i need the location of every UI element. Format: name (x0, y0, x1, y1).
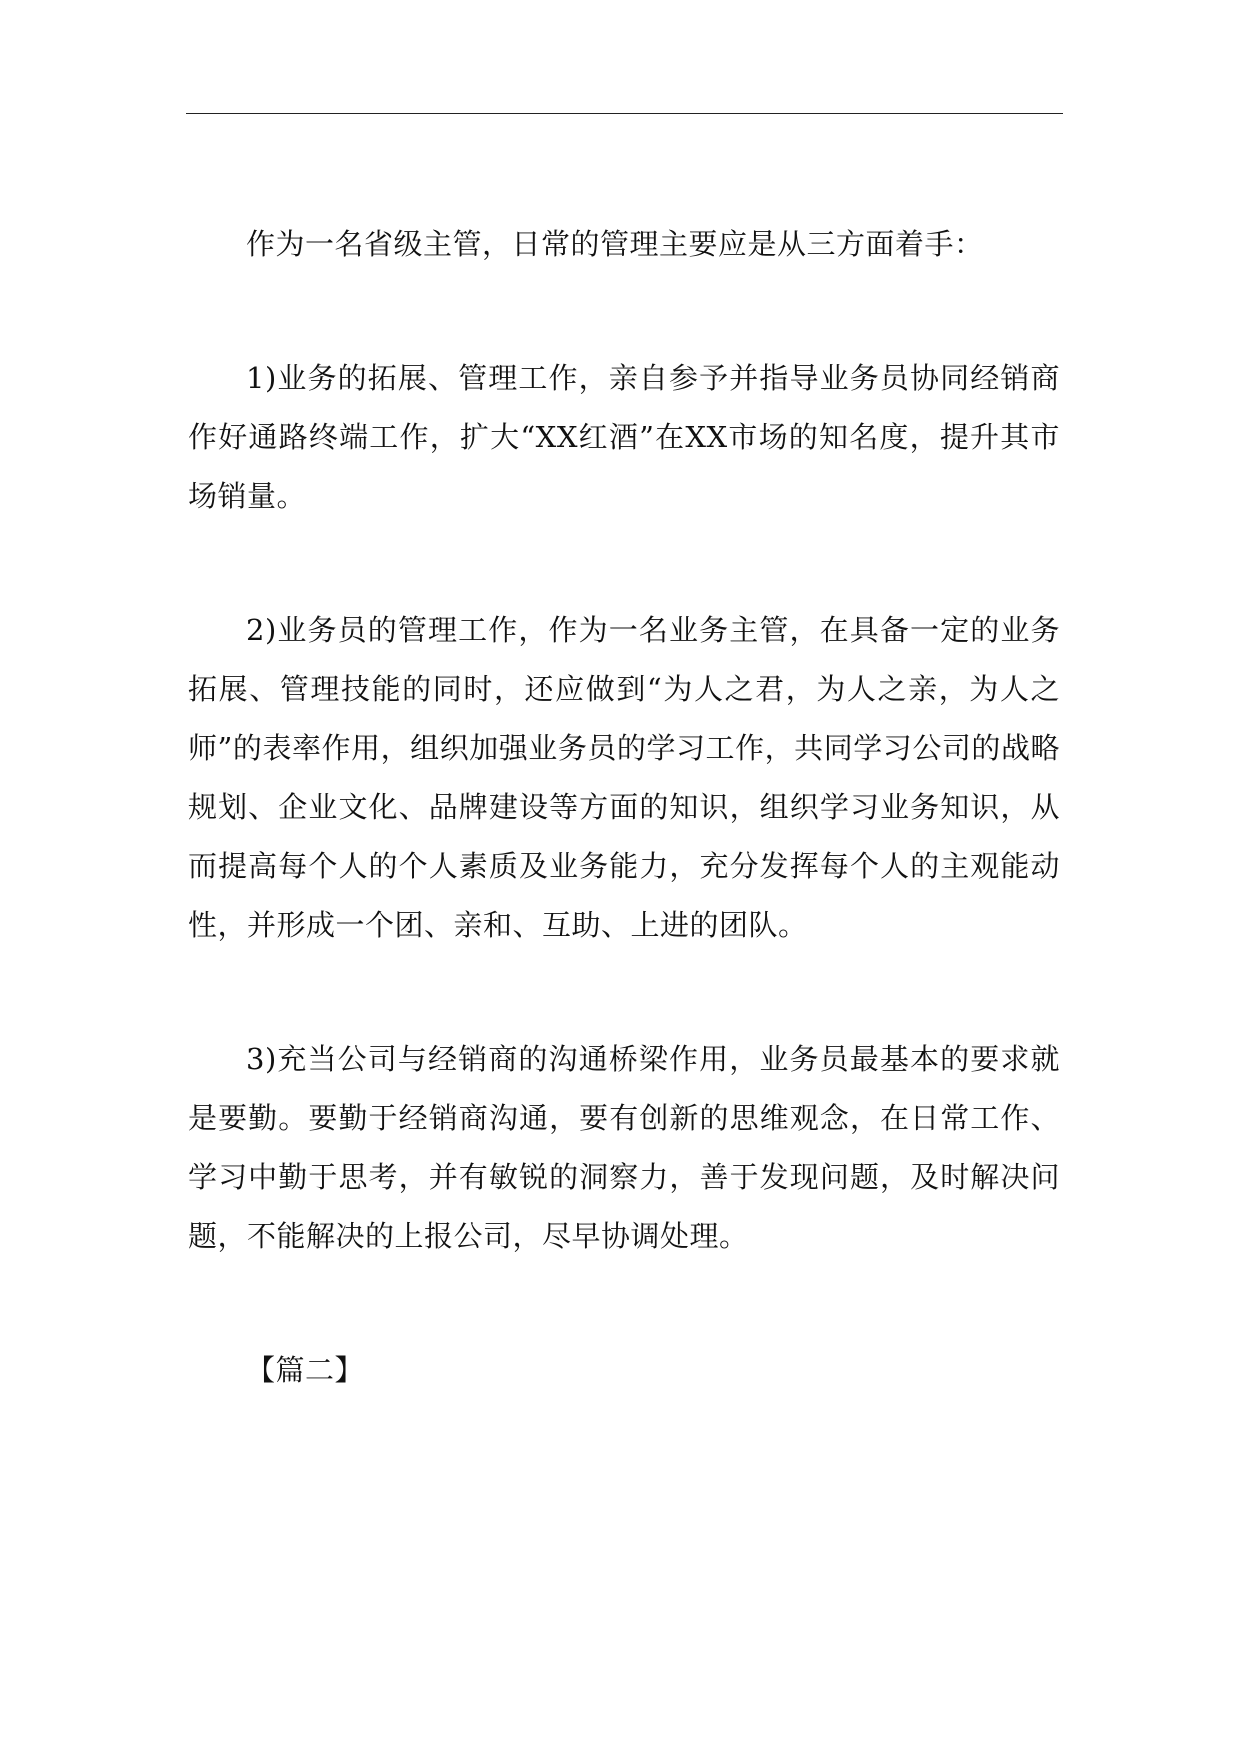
header-rule (186, 113, 1063, 114)
section-heading: 【篇二】 (246, 1353, 365, 1387)
paragraph-point-1: 1)业务的拓展、管理工作，亲自参予并指导业务员协同经销商作好通路终端工作，扩大“XX红酒”在XX市场的知名度，提升其市场销量。 (188, 361, 1060, 513)
paragraph-intro: 作为一名省级主管，日常的管理主要应是从三方面着手： (246, 227, 984, 261)
paragraph-point-2: 2)业务员的管理工作，作为一名业务主管，在具备一定的业务拓展、管理技能的同时，还应做到“为人之君，为人之亲，为人之师”的表率作用，组织加强业务员的学习工作，共同学习公司的战略规划、企业文化、品牌建设等方面的知识，组织学习业务知识，从而提高每个人的个人素质及业务能力，充分发挥每个人的主观能动性，并形成一个团、亲和、互助、上进的团队。 (188, 613, 1060, 942)
document-body (188, 215, 1060, 1400)
paragraph-point-3: 3)充当公司与经销商的沟通桥梁作用，业务员最基本的要求就是要勤。要勤于经销商沟通，要有创新的思维观念，在日常工作、学习中勤于思考，并有敏锐的洞察力，善于发现问题，及时解决问题，不能解决的上报公司，尽早协调处理。 (188, 1042, 1060, 1253)
